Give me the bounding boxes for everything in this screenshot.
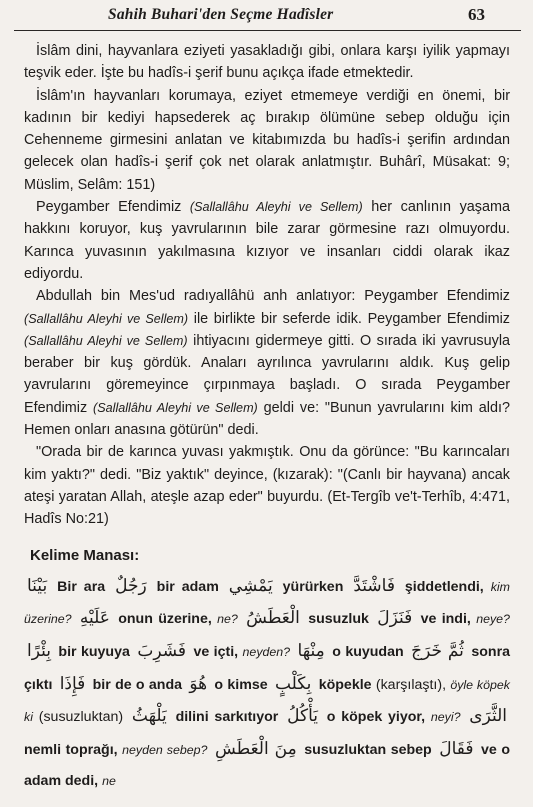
honorific-note: (Sallallâhu Aleyhi ve Sellem) — [93, 400, 258, 415]
vocab-arabic: يَأْكُلُ — [287, 706, 318, 727]
paragraph-text: İslâm'ın hayvanları korumaya, eziyet etmemeye verdiği en önemi, bir kadının bir kediyi hapsederek aç bırakıp ölümüne sebep olduğu için Cehenneme girmesini anlatan ve kitabımızda bu hadîs-i şerifin ardından gelecek olan hadîs-i şerif çok net olarak anlatmıştır. Buhârî, Müsakat: 9; Müslim, Selâm: 151) — [24, 87, 510, 193]
vocabulary-title: Kelime Manası: — [30, 546, 140, 564]
vocab-arabic: مِنَ الْعَطَشِ — [214, 738, 297, 759]
vocab-translation: bir adam — [156, 578, 219, 595]
vocab-arabic: الثَّرَى — [469, 706, 507, 727]
vocab-question: ne — [102, 774, 116, 789]
vocab-arabic: بَيْنَا — [27, 575, 48, 596]
paragraph-text: Peygamber Efendimiz — [36, 199, 190, 216]
page-body — [24, 40, 510, 798]
paragraph — [24, 40, 510, 85]
vocab-arabic: هُوَ — [189, 673, 208, 694]
paragraph — [24, 196, 510, 285]
honorific-note: (Sallallâhu Aleyhi ve Sellem) — [24, 333, 188, 348]
vocab-arabic: فَنَزَلَ — [377, 608, 413, 629]
vocabulary-list — [24, 571, 510, 798]
honorific-note: (Sallallâhu Aleyhi ve Sellem) — [24, 311, 189, 326]
paragraph-text: her canlının yaşama hakkını koruyor, kuş yavrularının bile zarar görmesine razı olmuyordu. Karınca yuvasının yakılmasına kızıyor ve insanları ciddi olarak ikaz ediyordu. — [24, 199, 510, 282]
running-title: Sahih Buhari'den Seçme Hadîsler — [108, 6, 334, 23]
vocab-question: öyle köpek ki — [24, 677, 510, 725]
vocab-translation: ve içti, — [193, 644, 239, 661]
vocab-pre: (susuzluktan) — [38, 709, 124, 726]
vocab-extra: (karşılaştı), — [375, 676, 447, 693]
vocab-translation: susuzluk — [308, 611, 369, 628]
vocab-question: ne? — [217, 612, 238, 627]
vocab-arabic: يَمْشِي — [228, 575, 273, 596]
vocab-arabic: فَاشْتَدَّ — [353, 575, 395, 596]
header-rule — [14, 30, 521, 31]
paragraph-text: geldi ve: "Bunun yavrularını kim aldı? Hemen onları anasına götürün" dedi. — [24, 399, 510, 439]
vocab-question: neyi? — [430, 710, 461, 725]
vocab-arabic: الْعَطَشُ — [246, 608, 300, 629]
paragraph — [24, 441, 510, 530]
vocab-question: kim üzerine? — [24, 579, 510, 627]
vocab-arabic: بِئْرًا — [27, 641, 51, 662]
vocab-arabic: فَإِذَا — [59, 673, 86, 694]
vocab-translation: o kimse — [214, 676, 268, 693]
commentary-text — [24, 40, 510, 531]
vocab-translation: yürürken — [282, 578, 344, 595]
paragraph-text: İslâm dini, hayvanlara eziyeti yasakladığı gibi, onlara karşı iyilik yapmayı teşvik eder. İşte bu hadîs-i şerif bunu açıkça ifade etmektedir. — [24, 43, 510, 82]
vocab-arabic: بِكَلْبٍ — [274, 673, 312, 694]
vocab-arabic: فَقَالَ — [439, 738, 474, 759]
vocab-translation: dilini sarkıtıyor — [175, 709, 279, 726]
paragraph-text: ihtiyacını gidermeye gitti. O sırada iki yavrusuyla beraber bir kuş gördük. Anaları ayrılınca yavrularını aldık. Kuş gelip yavrularını göremeyince çırpınmaya başladı. O sırada Peygamber Efendimiz — [24, 332, 511, 416]
paragraph-text: "Orada bir de karınca yuvası yakmıştık. Onu da görünce: "Bu karıncaları kim yaktı?" dedi. "Biz yaktık" deyince, (kızarak): "(Canlı bir hayvana) ancak ateşi yaratan Allah, ateşle azap eder" buyurdu. (Et-Tergîb ve't-Terhîb, 4:471, Hadîs No:21) — [24, 444, 510, 528]
paragraph — [24, 285, 510, 441]
paragraph — [24, 85, 510, 196]
vocab-question: neyden sebep? — [122, 742, 208, 757]
vocab-translation: Bir ara — [57, 578, 106, 595]
vocab-translation: sonra çıktı — [24, 644, 510, 693]
vocab-arabic: عَلَيْهِ — [79, 608, 110, 629]
vocab-translation: nemli toprağı, — [24, 741, 118, 758]
vocab-arabic: يَلْهَثُ — [131, 706, 167, 727]
vocab-translation: ve o adam dedi, — [24, 741, 510, 790]
vocab-translation: ve indi, — [420, 611, 471, 628]
vocab-translation: şiddetlendi, — [404, 578, 484, 595]
vocab-translation: susuzluktan sebep — [304, 741, 432, 758]
vocab-arabic: مِنْهَا — [297, 641, 325, 662]
vocab-translation: bir de o anda — [92, 676, 183, 693]
vocab-translation: bir kuyuya — [58, 644, 130, 661]
vocab-question: neyden? — [242, 645, 291, 660]
vocab-question: neye? — [476, 612, 510, 627]
page-header — [0, 0, 533, 32]
vocab-arabic: رَجُلٌ — [115, 575, 147, 596]
paragraph-text: Abdullah bin Mes'ud radıyallâhü anh anlatıyor: Peygamber Efendimiz — [36, 288, 510, 305]
vocab-translation: o kuyudan — [332, 644, 404, 661]
vocab-arabic: ثُمَّ خَرَجَ — [411, 641, 464, 662]
vocab-translation: köpekle — [318, 676, 372, 693]
vocab-arabic: فَشَرِبَ — [137, 641, 186, 662]
vocab-translation: onun üzerine, — [118, 611, 212, 628]
paragraph-text: ile birlikte bir seferde idik. Peygamber Efendimiz — [188, 310, 511, 327]
vocab-translation: o köpek yiyor, — [326, 709, 426, 726]
honorific-note: (Sallallâhu Aleyhi ve Sellem) — [189, 200, 363, 215]
page-number: 63 — [468, 5, 485, 24]
